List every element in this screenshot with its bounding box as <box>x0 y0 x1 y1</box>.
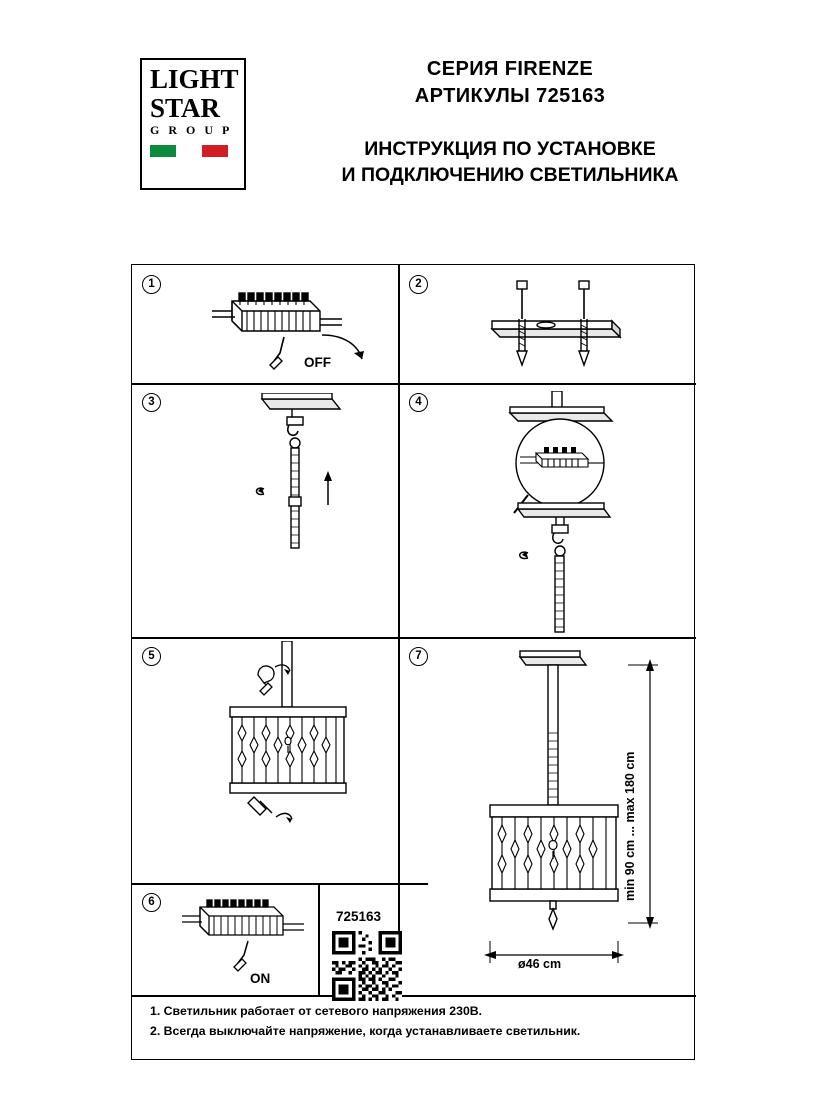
step6-diagram <box>168 889 328 991</box>
header-titles <box>300 56 720 189</box>
logo-line-light: LIGHT <box>150 64 239 94</box>
steps-frame <box>131 264 695 1060</box>
note-1: 1. Светильник работает от сетевого напряжения 230В. <box>150 1004 483 1018</box>
qr-code <box>332 931 402 1001</box>
series-title: СЕРИЯ FIRENZE <box>426 58 594 80</box>
note-2: 2. Всегда выключайте напряжение, когда устанавливаете светильник. <box>150 1024 581 1039</box>
step3-diagram <box>192 393 392 633</box>
step-number-3: 3 <box>142 393 161 412</box>
step-number-7: 7 <box>409 647 428 666</box>
product-code-label: 725163 <box>336 909 382 924</box>
step-number-1: 1 <box>142 275 161 294</box>
grid-line-h4 <box>132 995 696 997</box>
grid-line-h1 <box>132 383 696 385</box>
grid-line-h3 <box>132 883 428 885</box>
step-number-6: 6 <box>142 893 161 912</box>
step-number-2: 2 <box>409 275 428 294</box>
footer-notes <box>150 1001 670 1042</box>
step2-diagram <box>462 273 652 381</box>
diameter-dimension-label: ø46 cm <box>518 957 562 971</box>
step4-diagram <box>432 391 682 635</box>
height-dimension-label: min 90 cm ... max 180 cm <box>623 751 637 901</box>
instruction-title-line2: И ПОДКЛЮЧЕНИЮ СВЕТИЛЬНИКА <box>341 164 679 187</box>
brand-logo <box>140 58 246 190</box>
step6-caption: ON <box>250 971 271 986</box>
grid-line-v1 <box>398 265 400 637</box>
step5-diagram <box>182 641 398 881</box>
step1-caption: OFF <box>304 355 331 370</box>
grid-line-h2 <box>132 637 696 639</box>
logo-line-group: G R O U P <box>150 123 233 137</box>
step7-diagram <box>428 647 688 991</box>
instruction-title-line1: ИНСТРУКЦИЯ ПО УСТАНОВКЕ <box>364 138 656 160</box>
logo-line-star: STAR <box>150 93 221 123</box>
step1-diagram <box>192 279 392 379</box>
article-title: АРТИКУЛЫ 725163 <box>414 85 606 107</box>
step-number-4: 4 <box>409 393 428 412</box>
step-number-5: 5 <box>142 647 161 666</box>
italian-flag-icon <box>150 145 228 157</box>
